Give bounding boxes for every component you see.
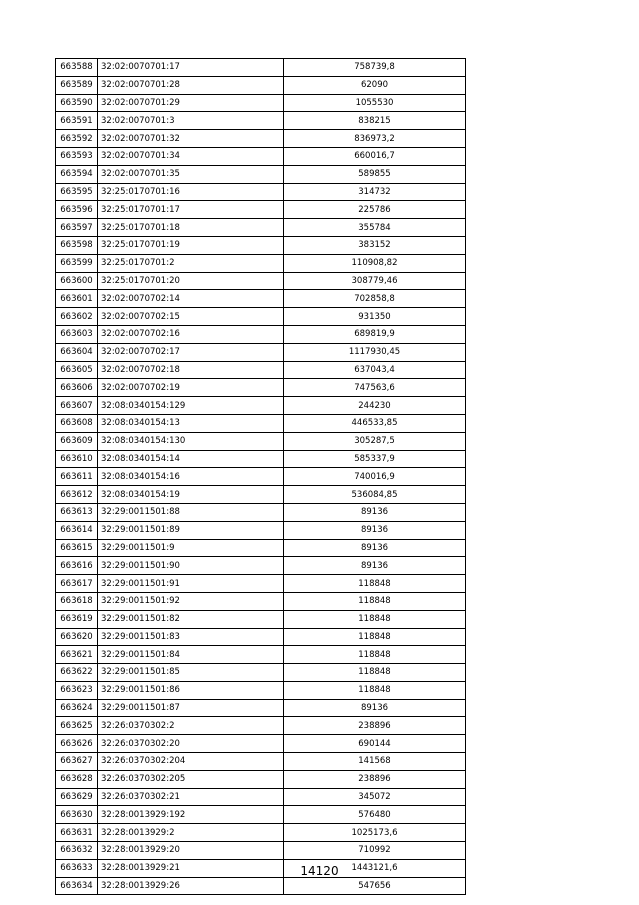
cadastral-value-cell: 110908,82	[284, 254, 466, 272]
row-number-cell: 663599	[56, 254, 98, 272]
table-row	[56, 503, 466, 521]
cadastral-value-cell: 355784	[284, 219, 466, 237]
table-row	[56, 94, 466, 112]
cadastral-number-cell: 32:02:0070701:29	[98, 94, 284, 112]
table-row	[56, 112, 466, 130]
row-number-cell: 663588	[56, 59, 98, 77]
cadastral-value-cell: 345072	[284, 788, 466, 806]
cadastral-number-cell: 32:29:0011501:83	[98, 628, 284, 646]
cadastral-value-cell: 244230	[284, 397, 466, 415]
cadastral-value-cell: 838215	[284, 112, 466, 130]
cadastral-value-cell: 89136	[284, 539, 466, 557]
row-number-cell: 663627	[56, 753, 98, 771]
cadastral-value-cell: 710992	[284, 842, 466, 860]
cadastral-value-cell: 637043,4	[284, 361, 466, 379]
cadastral-number-cell: 32:26:0370302:204	[98, 753, 284, 771]
table-row	[56, 130, 466, 148]
row-number-cell: 663597	[56, 219, 98, 237]
cadastral-value-cell: 536084,85	[284, 486, 466, 504]
table-row	[56, 183, 466, 201]
table-row	[56, 272, 466, 290]
row-number-cell: 663607	[56, 397, 98, 415]
table-row	[56, 308, 466, 326]
cadastral-number-cell: 32:02:0070702:18	[98, 361, 284, 379]
cadastral-number-cell: 32:29:0011501:87	[98, 699, 284, 717]
table-row	[56, 486, 466, 504]
cadastral-number-cell: 32:29:0011501:92	[98, 592, 284, 610]
cadastral-value-cell: 225786	[284, 201, 466, 219]
cadastral-number-cell: 32:08:0340154:129	[98, 397, 284, 415]
row-number-cell: 663615	[56, 539, 98, 557]
cadastral-value-table	[55, 58, 466, 895]
cadastral-number-cell: 32:29:0011501:9	[98, 539, 284, 557]
table-row	[56, 290, 466, 308]
cadastral-number-cell: 32:08:0340154:14	[98, 450, 284, 468]
table-row	[56, 397, 466, 415]
row-number-cell: 663613	[56, 503, 98, 521]
cadastral-value-cell: 690144	[284, 735, 466, 753]
table-row	[56, 343, 466, 361]
row-number-cell: 663628	[56, 770, 98, 788]
row-number-cell: 663603	[56, 325, 98, 343]
cadastral-number-cell: 32:08:0340154:130	[98, 432, 284, 450]
cadastral-value-cell: 576480	[284, 806, 466, 824]
table-row	[56, 699, 466, 717]
cadastral-value-cell: 118848	[284, 664, 466, 682]
cadastral-value-cell: 589855	[284, 165, 466, 183]
row-number-cell: 663600	[56, 272, 98, 290]
row-number-cell: 663623	[56, 681, 98, 699]
table-row	[56, 414, 466, 432]
row-number-cell: 663620	[56, 628, 98, 646]
cadastral-number-cell: 32:08:0340154:13	[98, 414, 284, 432]
cadastral-number-cell: 32:25:0170701:19	[98, 236, 284, 254]
cadastral-number-cell: 32:29:0011501:85	[98, 664, 284, 682]
row-number-cell: 663590	[56, 94, 98, 112]
cadastral-value-cell: 1025173,6	[284, 824, 466, 842]
row-number-cell: 663593	[56, 147, 98, 165]
table-row	[56, 361, 466, 379]
table-row	[56, 628, 466, 646]
table-row	[56, 664, 466, 682]
table-row	[56, 753, 466, 771]
cadastral-number-cell: 32:29:0011501:88	[98, 503, 284, 521]
row-number-cell: 663632	[56, 842, 98, 860]
row-number-cell: 663631	[56, 824, 98, 842]
row-number-cell: 663629	[56, 788, 98, 806]
cadastral-number-cell: 32:02:0070701:32	[98, 130, 284, 148]
cadastral-number-cell: 32:29:0011501:84	[98, 646, 284, 664]
cadastral-value-cell: 89136	[284, 503, 466, 521]
cadastral-number-cell: 32:02:0070702:16	[98, 325, 284, 343]
cadastral-number-cell: 32:28:0013929:192	[98, 806, 284, 824]
cadastral-value-cell: 308779,46	[284, 272, 466, 290]
cadastral-number-cell: 32:25:0170701:20	[98, 272, 284, 290]
row-number-cell: 663625	[56, 717, 98, 735]
table-row	[56, 717, 466, 735]
cadastral-value-cell: 118848	[284, 628, 466, 646]
row-number-cell: 663621	[56, 646, 98, 664]
cadastral-number-cell: 32:29:0011501:86	[98, 681, 284, 699]
cadastral-number-cell: 32:28:0013929:2	[98, 824, 284, 842]
table-row	[56, 468, 466, 486]
cadastral-value-cell: 758739,8	[284, 59, 466, 77]
cadastral-number-cell: 32:25:0170701:18	[98, 219, 284, 237]
row-number-cell: 663604	[56, 343, 98, 361]
table-row	[56, 788, 466, 806]
table-row	[56, 59, 466, 77]
table-row	[56, 610, 466, 628]
cadastral-number-cell: 32:02:0070702:14	[98, 290, 284, 308]
cadastral-value-cell: 585337,9	[284, 450, 466, 468]
row-number-cell: 663622	[56, 664, 98, 682]
cadastral-value-cell: 89136	[284, 521, 466, 539]
table-row	[56, 842, 466, 860]
row-number-cell: 663609	[56, 432, 98, 450]
cadastral-number-cell: 32:28:0013929:21	[98, 859, 284, 877]
cadastral-number-cell: 32:02:0070701:28	[98, 76, 284, 94]
row-number-cell: 663619	[56, 610, 98, 628]
cadastral-value-cell: 747563,6	[284, 379, 466, 397]
cadastral-value-cell: 547656	[284, 877, 466, 895]
row-number-cell: 663591	[56, 112, 98, 130]
table-row	[56, 735, 466, 753]
page-number: 14120	[300, 864, 339, 878]
table-row	[56, 325, 466, 343]
cadastral-value-cell: 118848	[284, 610, 466, 628]
table-row	[56, 254, 466, 272]
row-number-cell: 663595	[56, 183, 98, 201]
row-number-cell: 663598	[56, 236, 98, 254]
cadastral-value-cell: 1443121,6	[284, 859, 466, 877]
table-row	[56, 646, 466, 664]
row-number-cell: 663602	[56, 308, 98, 326]
table-row	[56, 539, 466, 557]
cadastral-number-cell: 32:29:0011501:82	[98, 610, 284, 628]
cadastral-value-cell: 836973,2	[284, 130, 466, 148]
cadastral-value-cell: 740016,9	[284, 468, 466, 486]
row-number-cell: 663618	[56, 592, 98, 610]
cadastral-value-cell: 118848	[284, 646, 466, 664]
cadastral-number-cell: 32:25:0170701:2	[98, 254, 284, 272]
table-row	[56, 521, 466, 539]
row-number-cell: 663589	[56, 76, 98, 94]
row-number-cell: 663617	[56, 575, 98, 593]
table-row	[56, 165, 466, 183]
cadastral-value-cell: 305287,5	[284, 432, 466, 450]
cadastral-number-cell: 32:02:0070701:34	[98, 147, 284, 165]
cadastral-number-cell: 32:25:0170701:16	[98, 183, 284, 201]
cadastral-value-cell: 931350	[284, 308, 466, 326]
cadastral-value-cell: 1117930,45	[284, 343, 466, 361]
cadastral-number-cell: 32:08:0340154:16	[98, 468, 284, 486]
table-row	[56, 236, 466, 254]
cadastral-value-cell: 689819,9	[284, 325, 466, 343]
cadastral-value-cell: 118848	[284, 592, 466, 610]
cadastral-value-cell: 118848	[284, 575, 466, 593]
table-row	[56, 575, 466, 593]
table-row	[56, 592, 466, 610]
row-number-cell: 663633	[56, 859, 98, 877]
cadastral-value-cell: 383152	[284, 236, 466, 254]
cadastral-value-cell: 314732	[284, 183, 466, 201]
cadastral-value-cell: 660016,7	[284, 147, 466, 165]
cadastral-value-cell: 702858,8	[284, 290, 466, 308]
table-row	[56, 450, 466, 468]
cadastral-value-cell: 141568	[284, 753, 466, 771]
cadastral-value-cell: 238896	[284, 770, 466, 788]
row-number-cell: 663596	[56, 201, 98, 219]
table-row	[56, 432, 466, 450]
row-number-cell: 663611	[56, 468, 98, 486]
row-number-cell: 663634	[56, 877, 98, 895]
row-number-cell: 663605	[56, 361, 98, 379]
row-number-cell: 663616	[56, 557, 98, 575]
table-row	[56, 379, 466, 397]
row-number-cell: 663610	[56, 450, 98, 468]
cadastral-number-cell: 32:02:0070702:19	[98, 379, 284, 397]
cadastral-number-cell: 32:26:0370302:20	[98, 735, 284, 753]
row-number-cell: 663606	[56, 379, 98, 397]
table-row	[56, 770, 466, 788]
cadastral-number-cell: 32:02:0070702:17	[98, 343, 284, 361]
cadastral-number-cell: 32:02:0070701:3	[98, 112, 284, 130]
cadastral-number-cell: 32:02:0070701:17	[98, 59, 284, 77]
cadastral-value-cell: 1055530	[284, 94, 466, 112]
table-body	[56, 59, 466, 895]
cadastral-number-cell: 32:29:0011501:89	[98, 521, 284, 539]
cadastral-value-cell: 89136	[284, 557, 466, 575]
table-row	[56, 147, 466, 165]
table-row	[56, 219, 466, 237]
cadastral-number-cell: 32:28:0013929:26	[98, 877, 284, 895]
row-number-cell: 663626	[56, 735, 98, 753]
row-number-cell: 663612	[56, 486, 98, 504]
cadastral-number-cell: 32:29:0011501:91	[98, 575, 284, 593]
cadastral-value-cell: 89136	[284, 699, 466, 717]
cadastral-number-cell: 32:02:0070702:15	[98, 308, 284, 326]
cadastral-value-cell: 62090	[284, 76, 466, 94]
table-row	[56, 76, 466, 94]
cadastral-number-cell: 32:02:0070701:35	[98, 165, 284, 183]
row-number-cell: 663592	[56, 130, 98, 148]
row-number-cell: 663614	[56, 521, 98, 539]
cadastral-number-cell: 32:25:0170701:17	[98, 201, 284, 219]
table-row	[56, 557, 466, 575]
cadastral-value-cell: 118848	[284, 681, 466, 699]
row-number-cell: 663624	[56, 699, 98, 717]
row-number-cell: 663608	[56, 414, 98, 432]
table-row	[56, 824, 466, 842]
cadastral-number-cell: 32:28:0013929:20	[98, 842, 284, 860]
cadastral-number-cell: 32:26:0370302:2	[98, 717, 284, 735]
row-number-cell: 663601	[56, 290, 98, 308]
table-row	[56, 681, 466, 699]
cadastral-number-cell: 32:26:0370302:21	[98, 788, 284, 806]
row-number-cell: 663630	[56, 806, 98, 824]
table-row	[56, 877, 466, 895]
table-row	[56, 806, 466, 824]
cadastral-number-cell: 32:08:0340154:19	[98, 486, 284, 504]
cadastral-value-cell: 446533,85	[284, 414, 466, 432]
cadastral-number-cell: 32:26:0370302:205	[98, 770, 284, 788]
row-number-cell: 663594	[56, 165, 98, 183]
cadastral-value-cell: 238896	[284, 717, 466, 735]
cadastral-number-cell: 32:29:0011501:90	[98, 557, 284, 575]
table-row	[56, 201, 466, 219]
